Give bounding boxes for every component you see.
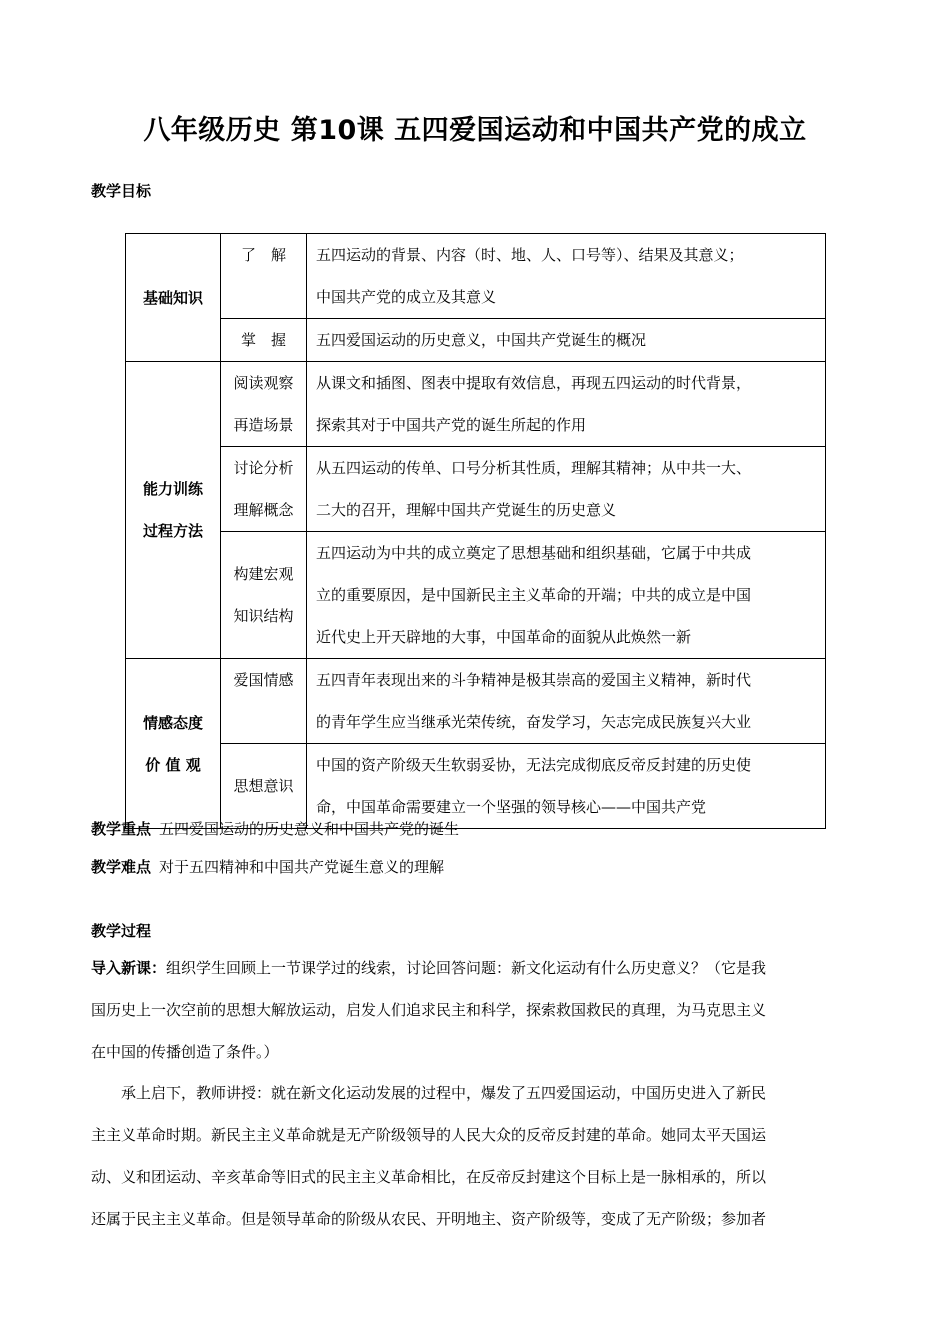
intro-paragraph: 导入新课：组织学生回顾上一节课学过的线索，讨论回答问题：新文化运动有什么历史意义？（它是我 国历史上一次空前的思想大解放运动，启发人们追求民主和科学，探索救国救民的真理，为马克思主义 在中国的传播创造了条件。）	[91, 959, 767, 1061]
intro-lead: 导入新课：	[91, 959, 167, 977]
subcategory-cell: 思想意识	[221, 744, 307, 829]
table-row	[126, 744, 826, 829]
category-cell: 情感态度 价 值 观	[126, 659, 221, 829]
subcategory-cell: 构建宏观 知识结构	[221, 532, 307, 659]
content-cell: 中国的资产阶级天生软弱妥协，无法完成彻底反帝反封建的历史使 命，中国革命需要建立一个坚强的领导核心——中国共产党	[307, 744, 826, 829]
key-point-label: 教学重点	[91, 820, 152, 838]
content-cell: 五四爱国运动的历史意义，中国共产党诞生的概况	[307, 319, 826, 362]
body-paragraph: 承上启下，教师讲授：就在新文化运动发展的过程中，爆发了五四爱国运动，中国历史进入了新民 主主义革命时期。新民主主义革命就是无产阶级领导的人民大众的反帝反封建的革命。她同太平天国运 动、义和团运动、辛亥革命等旧式的民主主义革命相比，在反帝反封建这个目标上是一脉相承的，所以 还属于民主主义革命。但是领导革命的阶级从农民、开明地主、资产阶级等，变成了无产阶级；参加者	[91, 1084, 767, 1228]
subcategory-cell: 讨论分析 理解概念	[221, 447, 307, 532]
table-row	[126, 362, 826, 447]
table-row	[126, 234, 826, 319]
content-cell: 五四青年表现出来的斗争精神是极其崇高的爱国主义精神，新时代 的青年学生应当继承光荣传统，奋发学习，矢志完成民族复兴大业	[307, 659, 826, 744]
table-row	[126, 532, 826, 659]
content-cell: 从课文和插图、图表中提取有效信息，再现五四运动的时代背景， 探索其对于中国共产党的诞生所起的作用	[307, 362, 826, 447]
difficulty-line	[91, 856, 444, 877]
category-cell: 基础知识	[126, 234, 221, 362]
objectives-table	[125, 233, 826, 829]
content-cell: 从五四运动的传单、口号分析其性质，理解其精神；从中共一大、 二大的召开，理解中国共产党诞生的历史意义	[307, 447, 826, 532]
subcategory-cell: 掌 握	[221, 319, 307, 362]
table-row	[126, 659, 826, 744]
category-cell: 能力训练 过程方法	[126, 362, 221, 659]
key-point-text: 五四爱国运动的历史意义和中国共产党的诞生	[159, 820, 460, 838]
subcategory-cell: 阅读观察 再造场景	[221, 362, 307, 447]
table-row	[126, 319, 826, 362]
document-title: 八年级历史 第10课 五四爱国运动和中国共产党的成立	[143, 115, 807, 146]
content-cell: 五四运动的背景、内容（时、地、人、口号等）、结果及其意义； 中国共产党的成立及其意义	[307, 234, 826, 319]
content-cell: 五四运动为中共的成立奠定了思想基础和组织基础，它属于中共成 立的重要原因，是中国新民主主义革命的开端；中共的成立是中国 近代史上开天辟地的大事，中国革命的面貌从此焕然一新	[307, 532, 826, 659]
section-heading-process: 教学过程	[91, 922, 152, 940]
difficulty-text: 对于五四精神和中国共产党诞生意义的理解	[159, 858, 445, 876]
table-row	[126, 447, 826, 532]
subcategory-cell: 爱国情感	[221, 659, 307, 744]
difficulty-label: 教学难点	[91, 858, 152, 876]
section-heading-objectives: 教学目标	[91, 182, 152, 200]
key-point-line	[91, 818, 459, 839]
subcategory-cell: 了 解	[221, 234, 307, 319]
